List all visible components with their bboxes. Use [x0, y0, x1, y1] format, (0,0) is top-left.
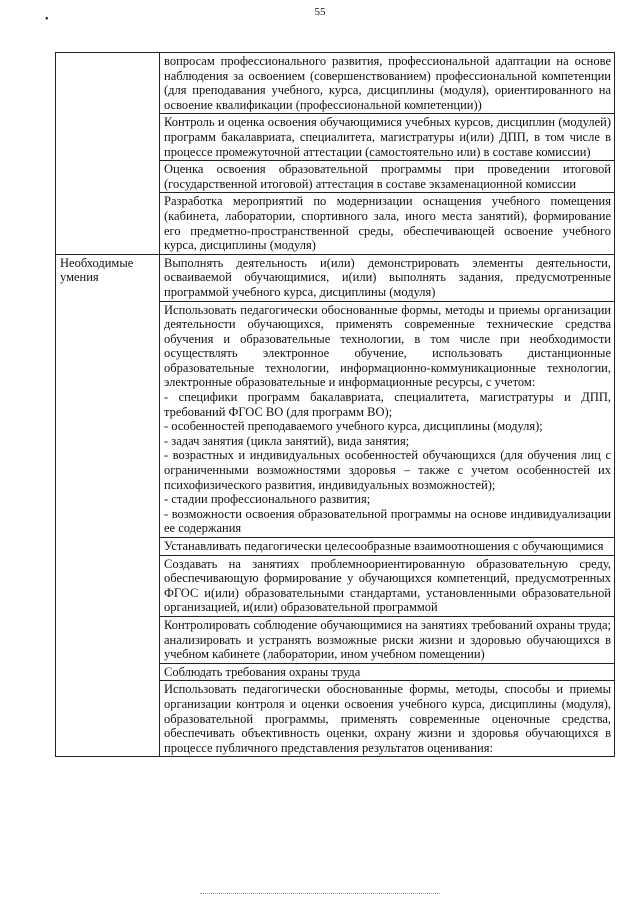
- scan-edge-marks: [200, 893, 440, 895]
- row-text: Выполнять деятельность и(или) демонстрировать элементы деятельности, осваиваемой обучающимися, и(или) выполнять задания, предусмотренные программой учебного курса, дисциплины (модуля): [160, 254, 615, 301]
- list-item: - стадии профессионального развития;: [164, 492, 371, 507]
- table-row: [56, 53, 615, 114]
- table-row: [56, 254, 615, 301]
- row-text: Разработка мероприятий по модернизации оснащения учебного помещения (кабинета, лаборатории, спортивного зала, иного места занятий), формирование его предметно-пространственной среды, обеспечивающей освоение учебного курса, дисциплины (модуля): [160, 193, 615, 254]
- row-text: вопросам профессионального развития, профессиональной адаптации на основе наблюдения за освоением (совершенствованием) профессиональной компетенции (для преподавания учебного, курса, дисциплины (модуля), ориентированного на освоение квалификации (профессиональной компетенции)): [160, 53, 615, 114]
- competency-table: [55, 52, 615, 757]
- list-item: - специфики программ бакалавриата, специалитета, магистратуры и ДПП, требований ФГОС ВО (для программ ВО);: [164, 390, 611, 419]
- scan-speck: •: [45, 14, 49, 25]
- row-text: Создавать на занятиях проблемноориентированную образовательную среду, обеспечивающую формирование у обучающихся компетенций, предусмотренных ФГОС и(или) образовательными стандартами, установленными образовательной организацией, и(или) образовательной программой: [160, 555, 615, 616]
- row-text: Оценка освоения образовательной программы при проведении итоговой (государственной итоговой) аттестация в составе экзаменационной комиссии: [160, 161, 615, 193]
- list-item: - задач занятия (цикла занятий), вида занятия;: [164, 433, 410, 448]
- row-text: Контроль и оценка освоения обучающимися учебных курсов, дисциплин (модулей) программ бакалавриата, специалитета, магистратуры и(или) ДПП, в том числе в процессе промежуточной аттестации (самостоятельно или) в составе комиссии): [160, 114, 615, 161]
- list-item: - возрастных и индивидуальных особенностей обучающихся (для обучения лиц с ограниченными возможностями здоровья – также с учетом особенностей их психофизического развития, индивидуальных возможностей);: [164, 448, 611, 492]
- list-item: - особенностей преподаваемого учебного курса, дисциплины (модуля);: [164, 419, 543, 434]
- row-text: Использовать педагогически обоснованные формы, методы, способы и приемы организации контроля и оценки освоения учебного курса, дисциплины (модуля), образовательной программы, применять современные оценочные средства, обеспечивать объективность оценки, охрану жизни и здоровья обучающихся в процессе публичного представления результатов оценивания:: [160, 681, 615, 757]
- list-item: - возможности освоения образовательной программы на основе индивидуализации ее содержания: [164, 506, 611, 536]
- row-label: [56, 53, 160, 255]
- row-text: Соблюдать требования охраны труда: [160, 663, 615, 681]
- row-text-with-list: Использовать педагогически обоснованные формы, методы и приемы организации деятельности обучающихся, применять современные технические средства обучения и образовательные технологии, в том числе при необходимости осуществлять электронное обучение, использовать дистанционные образовательные технологии, информационно-коммуникационные технологии, электронные образовательные и информационные ресурсы, с учетом: - специфики программ бакалавриата, специалитета, магистратуры и ДПП, требований ФГОС ВО (для программ ВО); - особенностей преподаваемого учебного курса, дисциплины (модуля); - задач занятия (цикла занятий), вида занятия; - возрастных и индивидуальных особенностей обучающихся (для обучения лиц с ограниченными возможностями здоровья – также с учетом особенностей их психофизического развития, индивидуальных возможностей); - стадии профессионального развития; - возможности освоения образовательной программы на основе индивидуализации ее содержания: [160, 301, 615, 538]
- row-text: Устанавливать педагогически целесообразные взаимоотношения с обучающимися: [160, 538, 615, 556]
- row-text: Контролировать соблюдение обучающимися на занятиях требований охраны труда; анализировать и устранять возможные риски жизни и здоровью обучающихся в учебном кабинете (лаборатории, ином учебном помещении): [160, 616, 615, 663]
- page-number: 55: [314, 6, 326, 18]
- row-label-skills: Необходимые умения: [56, 254, 160, 757]
